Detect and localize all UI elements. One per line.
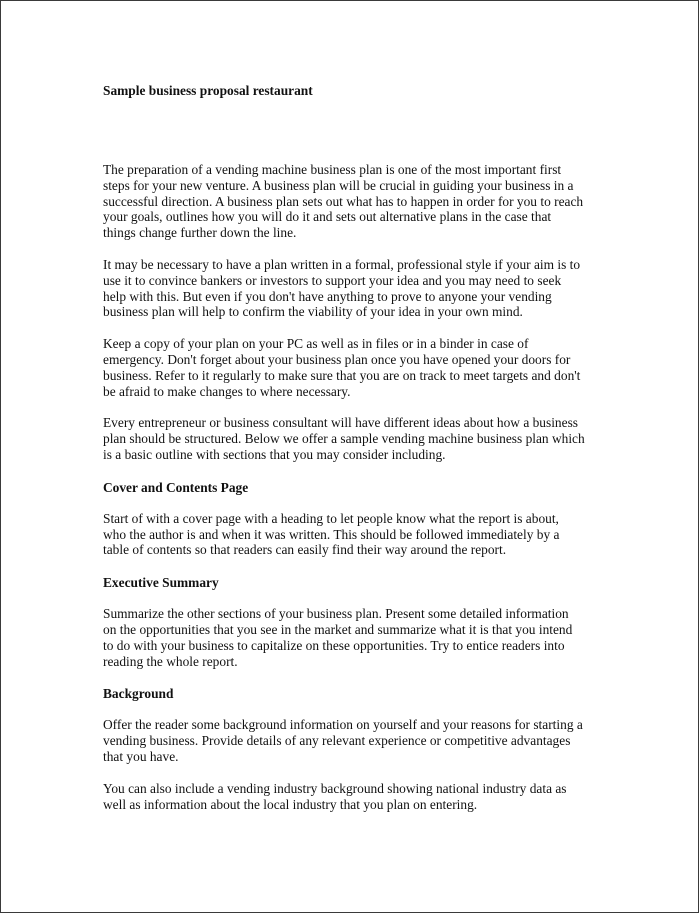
section-paragraph-background-2 xyxy=(103,781,603,813)
text-line: to do with your business to capitalize on these opportunities. Try to entice readers into xyxy=(103,637,565,653)
text-line: is a basic outline with sections that you may consider including. xyxy=(103,446,446,462)
text-line: use it to convince bankers or investors to support your idea and you may need to seek xyxy=(103,272,562,288)
text-line: You can also include a vending industry background showing national industry data as xyxy=(103,780,567,796)
document-body xyxy=(103,82,603,812)
section-heading-background: Background xyxy=(103,686,174,702)
text-line: table of contents so that readers can easily find their way around the report. xyxy=(103,542,507,558)
text-line: Offer the reader some background information on yourself and your reasons for starting a xyxy=(103,717,583,733)
text-line: your goals, outlines how you will do it and sets out alternative plans in the case that xyxy=(103,209,552,225)
section-paragraph-executive-summary xyxy=(103,606,603,669)
text-line: well as information about the local industry that you plan on entering. xyxy=(103,796,478,812)
text-line: business. Refer to it regularly to make sure that you are on track to meet targets and don't xyxy=(103,367,581,383)
text-line: Every entrepreneur or business consultant will have different ideas about how a business xyxy=(103,415,578,431)
text-line: plan should be structured. Below we offer a sample vending machine business plan which xyxy=(103,431,585,447)
intro-paragraph-1 xyxy=(103,162,603,241)
text-line: vending business. Provide details of any relevant experience or competitive advantages xyxy=(103,733,571,749)
text-line: things change further down the line. xyxy=(103,225,297,241)
intro-paragraph-2 xyxy=(103,257,603,320)
text-line: It may be necessary to have a plan written in a formal, professional style if your aim is to xyxy=(103,256,581,272)
text-line: emergency. Don't forget about your business plan once you have opened your doors for xyxy=(103,351,571,367)
text-line: reading the whole report. xyxy=(103,653,238,669)
text-line: business plan will help to confirm the viability of your idea in your own mind. xyxy=(103,304,523,320)
section-paragraph-cover-contents xyxy=(103,511,603,558)
intro-paragraph-4 xyxy=(103,415,603,462)
text-line: Start of with a cover page with a heading to let people know what the report is about, xyxy=(103,510,559,526)
document-title: Sample business proposal restaurant xyxy=(103,83,313,98)
text-line: on the opportunities that you see in the market and summarize what it is that you intend xyxy=(103,621,573,637)
text-line: The preparation of a vending machine business plan is one of the most important first xyxy=(103,162,562,177)
text-line: help with this. But even if you don't have anything to prove to anyone your vending xyxy=(103,288,552,304)
text-line: steps for your new venture. A business plan will be crucial in guiding your business in a xyxy=(103,177,574,193)
section-heading-cover-contents: Cover and Contents Page xyxy=(103,479,249,495)
text-line: be afraid to make changes to where necessary. xyxy=(103,383,351,399)
text-line: Keep a copy of your plan on your PC as well as in files or in a binder in case of xyxy=(103,336,529,352)
section-heading-executive-summary: Executive Summary xyxy=(103,575,219,591)
intro-paragraph-3 xyxy=(103,336,603,399)
section-paragraph-background-1 xyxy=(103,717,603,764)
text-line: Summarize the other sections of your business plan. Present some detailed information xyxy=(103,606,569,622)
text-line: successful direction. A business plan sets out what has to happen in order for you to reach xyxy=(103,193,584,209)
text-line: who the author is and when it was written. This should be followed immediately by a xyxy=(103,526,560,542)
text-line: that you have. xyxy=(103,748,179,764)
